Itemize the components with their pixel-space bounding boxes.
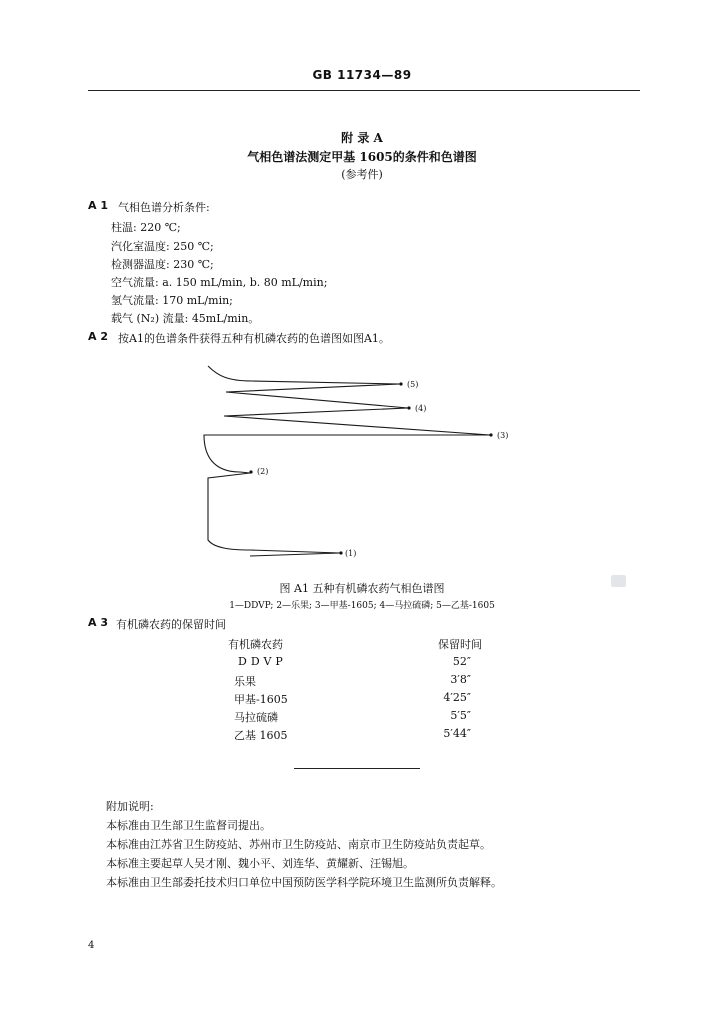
scan-watermark-badge bbox=[611, 575, 626, 587]
condition-line: 柱温: 220 ℃; bbox=[111, 221, 181, 234]
condition-line: 载气 (N₂) 流量: 45mL/min。 bbox=[111, 312, 260, 325]
section-a2-number: A 2 bbox=[88, 330, 108, 343]
section-a2-text: 按A1的色谱条件获得五种有机磷农药的色谱图如图A1。 bbox=[118, 332, 390, 345]
peak-label-1: (1) bbox=[345, 549, 357, 558]
table-cell-pesticide: 马拉硫磷 bbox=[234, 711, 278, 724]
table-cell-pesticide: 乙基 1605 bbox=[234, 729, 288, 742]
table-cell-retention: 3′8″ bbox=[450, 673, 471, 686]
additional-note-line: 本标准主要起草人吴才刚、魏小平、刘连华、黄耀新、汪锡旭。 bbox=[106, 857, 414, 870]
table-cell-pesticide: 乐果 bbox=[234, 675, 256, 688]
additional-note-line: 本标准由卫生部委托技术归口单位中国预防医学科学院环境卫生监测所负责解释。 bbox=[106, 876, 502, 889]
condition-line: 汽化室温度: 250 ℃; bbox=[111, 240, 214, 253]
table-cell-retention: 5′5″ bbox=[450, 709, 471, 722]
condition-line: 检测器温度: 230 ℃; bbox=[111, 258, 214, 271]
section-a3-number: A 3 bbox=[88, 616, 108, 629]
peak-1-marker bbox=[339, 551, 342, 554]
standard-number-header: GB 11734—89 bbox=[312, 68, 412, 82]
appendix-subtitle: 气相色谱法测定甲基 1605的条件和色谱图 bbox=[247, 150, 477, 164]
table-cell-pesticide: DDVP bbox=[238, 655, 287, 668]
figure-caption: 图 A1 五种有机磷农药气相色谱图 bbox=[279, 582, 445, 595]
chromatogram-figure bbox=[190, 362, 540, 562]
section-a3-text: 有机磷农药的保留时间 bbox=[116, 618, 226, 631]
peak-3-marker bbox=[489, 433, 492, 436]
table-header-retention: 保留时间 bbox=[438, 638, 482, 651]
section-a1-number: A 1 bbox=[88, 199, 108, 212]
additional-note-line: 本标准由卫生部卫生监督司提出。 bbox=[106, 819, 271, 832]
peak-5-marker bbox=[399, 382, 402, 385]
header-rule bbox=[88, 90, 640, 91]
table-header-pesticide: 有机磷农药 bbox=[228, 638, 283, 651]
table-cell-retention: 5′44″ bbox=[443, 727, 471, 740]
table-cell-pesticide: 甲基-1605 bbox=[234, 693, 288, 706]
peak-2-marker bbox=[249, 470, 252, 473]
peak-label-3: (3) bbox=[497, 431, 509, 440]
end-rule bbox=[294, 768, 420, 769]
page-number: 4 bbox=[88, 940, 95, 951]
section-a1-title: 气相色谱分析条件: bbox=[118, 201, 210, 214]
condition-line: 空气流量: a. 150 mL/min, b. 80 mL/min; bbox=[111, 276, 328, 289]
additional-note-line: 本标准由江苏省卫生防疫站、苏州市卫生防疫站、南京市卫生防疫站负责起草。 bbox=[106, 838, 491, 851]
table-cell-retention: 4′25″ bbox=[443, 691, 471, 704]
peak-label-5: (5) bbox=[407, 380, 419, 389]
peak-label-4: (4) bbox=[415, 404, 427, 413]
condition-line: 氢气流量: 170 mL/min; bbox=[111, 294, 233, 307]
appendix-title: 附 录 A bbox=[341, 131, 383, 145]
table-cell-retention: 52″ bbox=[452, 655, 471, 668]
peak-4-marker bbox=[407, 406, 410, 409]
peak-label-2: (2) bbox=[257, 467, 269, 476]
appendix-note: (参考件) bbox=[341, 168, 383, 181]
additional-notes-title: 附加说明: bbox=[106, 800, 154, 813]
figure-legend: 1—DDVP; 2—乐果; 3—甲基-1605; 4—马拉硫磷; 5—乙基-1605 bbox=[229, 601, 495, 611]
chromatogram-trace bbox=[204, 366, 490, 556]
